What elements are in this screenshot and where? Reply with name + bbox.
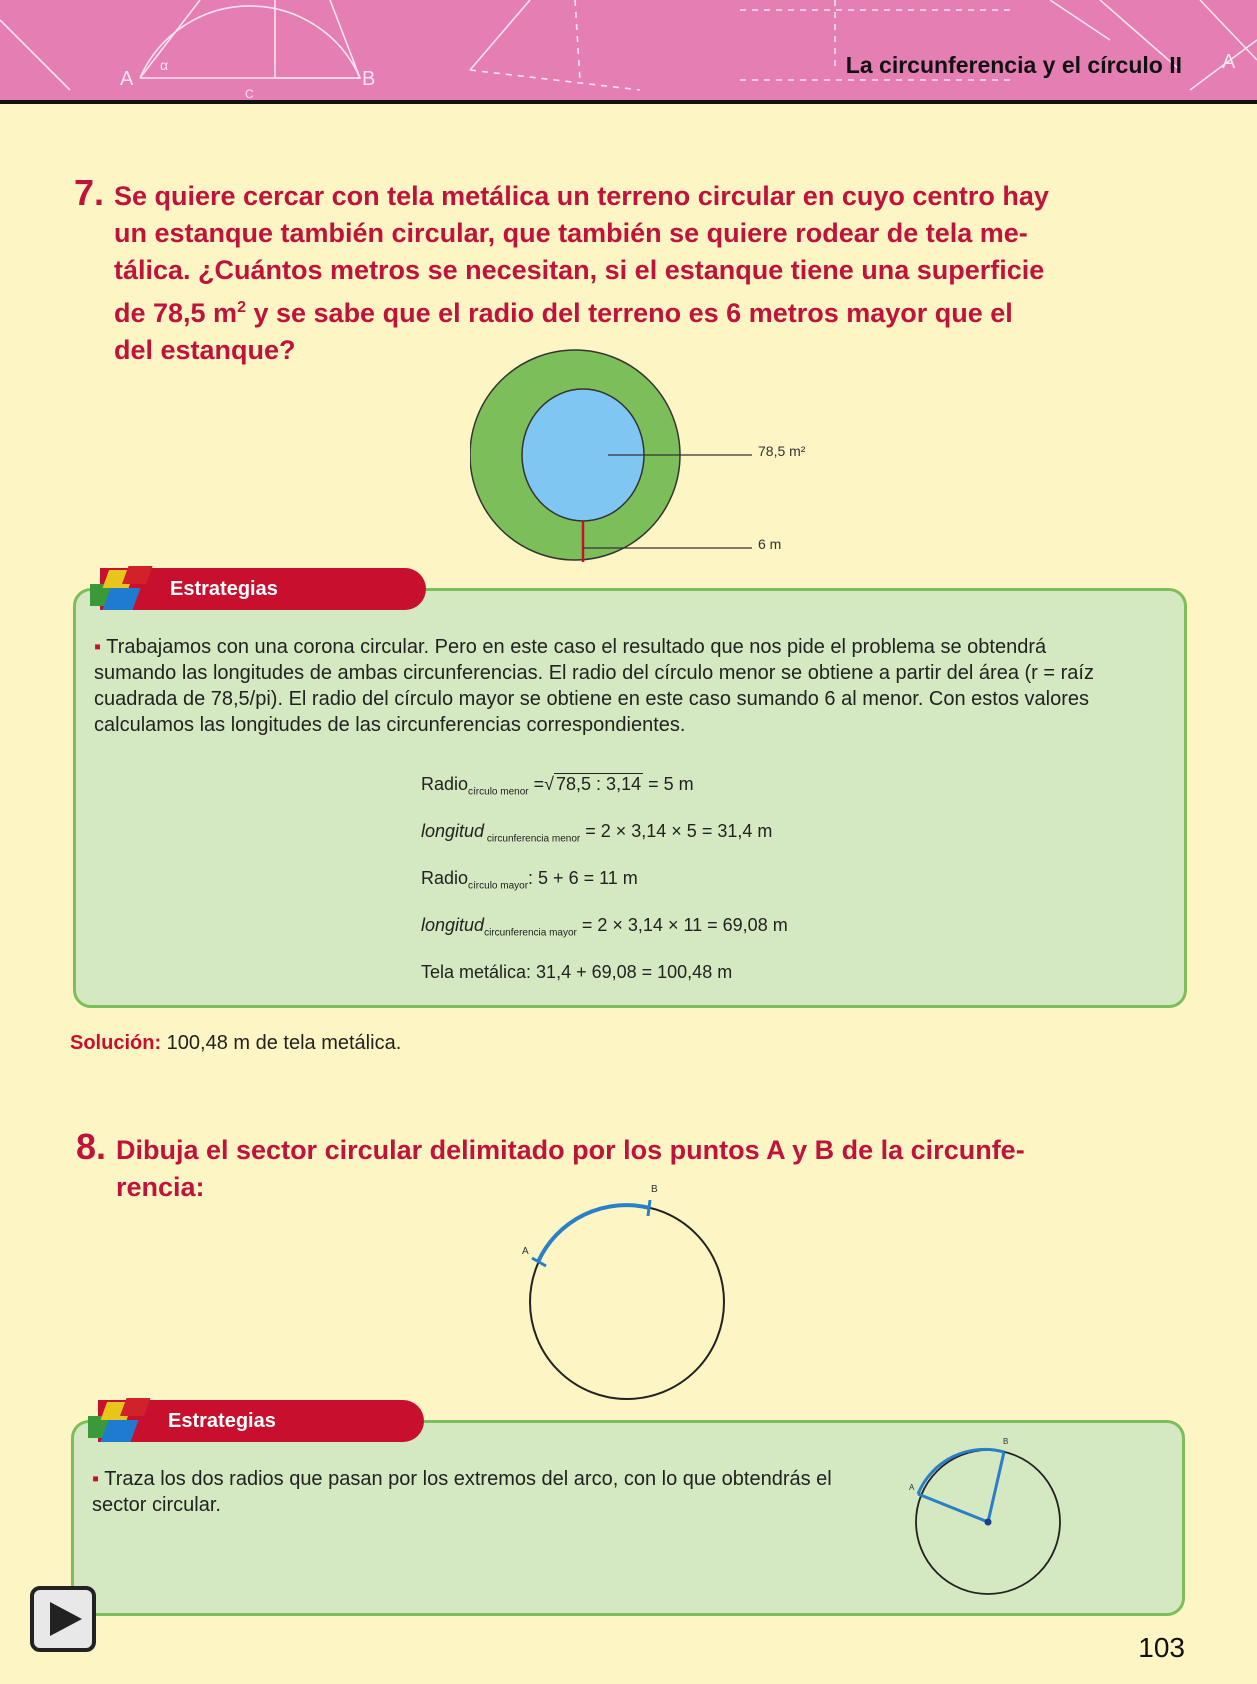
question-7-number: 7. [74, 172, 105, 213]
solution-label: Solución: [70, 1032, 162, 1054]
arc-ab [538, 1205, 650, 1262]
page-header [0, 0, 1257, 104]
solution-text: 100,48 m de tela metálica. [161, 1032, 402, 1054]
strategy-tab-1: Estrategias [100, 568, 426, 610]
question-7-text [114, 178, 1204, 369]
strategy-tab-2: Estrategias [98, 1400, 424, 1442]
question-7-line-1: Se quiere cercar con tela metálica un terreno circular en cuyo centro hay [114, 181, 1049, 211]
puzzle-icon [88, 1394, 168, 1454]
decor-label-alpha: α [160, 57, 169, 73]
question-7-line-3: tálica. ¿Cuántos metros se necesitan, si el estanque tiene una superficie [114, 255, 1045, 285]
formula-radius-large: Radio$_{círculo mayor}$: 5 + 6 = 11 m [421, 868, 638, 892]
formula-length-small: longitud $_{circunferencia menor}$ = 2 × 3,14 × 5 = 31,4 m [421, 821, 773, 845]
sector-solution-figure [900, 1430, 1070, 1600]
decor-label-a: A [120, 68, 134, 90]
question-8-line-1: Dibuja el sector circular delimitado por los puntos A y B de la circunfe- [116, 1135, 1025, 1165]
play-icon [44, 1598, 86, 1640]
strategy-1-line-1: ▪ Trabajamos con una corona circular. Pero en este caso el resultado que nos pide el problema se obtendrá [94, 636, 1047, 658]
strategy-1-line-3: cuadrada de 78,5/pi). El radio del círculo mayor se obtiene en este caso sumando 6 al menor. Con estos valores [94, 688, 1090, 710]
page-number: 103 [1138, 1632, 1185, 1663]
play-button[interactable] [30, 1586, 96, 1652]
geometry-decoration [0, 0, 1257, 100]
strategy-2-line-2: sector circular. [92, 1494, 221, 1516]
page-title: La circunferencia y el círculo II [845, 52, 1182, 78]
solution-point-a-label: A [909, 1483, 915, 1492]
area-label: 78,5 m² [758, 443, 806, 459]
strategy-1-line-4: calculamos las longitudes de las circunferencias correspondientes. [94, 714, 686, 736]
radius-to-a [918, 1494, 988, 1522]
question-7-line-4: de 78,5 $m^2$ y se sabe que el radio del terreno es 6 metros mayor que el [114, 298, 1013, 328]
difference-label: 6 m [758, 536, 782, 552]
decor-label-c: C [245, 87, 254, 100]
strategy-1-text [94, 634, 1174, 738]
question-7-line-2: un estanque también circular, que también se quiere rodear de tela me- [114, 218, 1028, 248]
puzzle-icon [90, 562, 170, 622]
formula-total: Tela metálica: 31,4 + 69,08 = 100,48 m [421, 962, 733, 982]
solution [70, 1032, 401, 1055]
strategy-2-line-1: ▪ Traza los dos radios que pasan por los extremos del arco, con lo que obtendrás el [92, 1468, 832, 1490]
radius-to-b [988, 1452, 1004, 1522]
sector-exercise-figure [510, 1180, 740, 1400]
strategy-2-text [92, 1466, 912, 1518]
question-8-number: 8. [76, 1126, 107, 1167]
decor-label-a2: A [1222, 51, 1236, 73]
point-a-label: A [522, 1246, 529, 1257]
strategy-1-line-2: sumando las longitudes de ambas circunferencias. El radio del círculo menor se obtiene a partir del área (r = raíz [94, 662, 1094, 684]
decor-label-b: B [362, 68, 376, 90]
point-b-tick [648, 1200, 650, 1216]
solution-point-b-label: B [1003, 1437, 1009, 1446]
formula-length-large: longitud$_{circunferencia mayor}$ = 2 × 3,14 × 11 = 69,08 m [421, 915, 788, 939]
question-7-line-5: del estanque? [114, 335, 296, 365]
formula-radius-small: Radio$_{círculo menor}$ =√ 78,5 : 3,14 = 5 m [421, 774, 694, 798]
center-point [985, 1519, 992, 1526]
question-8-line-2: rencia: [116, 1172, 205, 1202]
point-b-label: B [651, 1184, 658, 1195]
pond-figure [470, 348, 850, 568]
